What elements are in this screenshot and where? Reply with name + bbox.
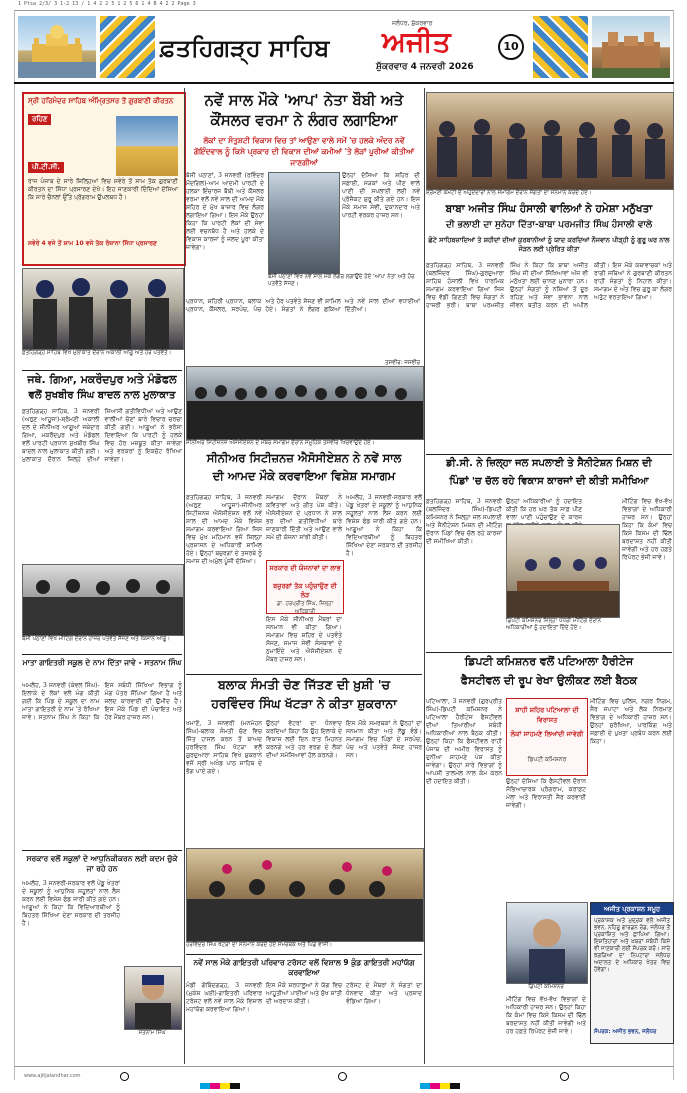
- left-story-rule: [22, 370, 182, 371]
- page-number: 10: [503, 40, 519, 53]
- brand-logo: [382, 24, 482, 64]
- heritage-headline-1: ਡਿਪਟੀ ਕਮਿਸ਼ਨਰ ਵਲੋਂ ਪਟਿਆਲਾ ਹੈਰੀਟੇਜ: [464, 655, 634, 668]
- block-story-photo-caption: ਹਰਵਿੰਦਰ ਸਿੰਘ ਖੱਟੜਾ ਦਾ ਸਨਮਾਨ ਕਰਦੇ ਹੋਏ ਸਮਰਥਕ ਅਤੇ ਪਿੰਡ ਵਾਸੀ।: [186, 942, 333, 948]
- heritage-quote-line-3: ਡਿਪਟੀ ਕਮਿਸ਼ਨਰ: [527, 756, 567, 763]
- block-story-col-1: ਖਮਾਣੋਂ, 3 ਜਨਵਰੀ (ਮਨਮੋਹਨ ਸਿੰਘ)-ਬਲਾਕ ਸੰਮਤੀ ਚੋਣ ਵਿਚ ਜਿੱਤ ਹਾਸਲ ਕਰਨ ਤੋਂ ਬਾਅਦ ਹਰਵਿੰਦਰ ਸਿੰਘ ਖੱਟੜਾ ਵਲੋਂ ਗੁਰਦੁਆਰਾ ਸਾਹਿਬ ਵਿਖੇ ਸ਼ੁਕਰਾਨੇ ਵਜੋਂ ਸ੍ਰੀ ਅਖੰਡ ਪਾਠ ਸਾਹਿਬ ਦੇ ਭੋਗ ਪਾਏ ਗਏ।: [186, 720, 262, 775]
- top-story-photo-caption: ਬੱਸੀ ਪਠਾਣਾਂ ਵਿਖੇ ਨਵੇਂ ਸਾਲ ਮੌਕੇ ਲੰਗਰ ਲਗਾਉਂਦੇ ਹੋਏ 'ਆਪ' ਨੇਤਾ ਅਤੇ ਹੋਰ ਪਤਵੰਤੇ ਸੱਜਣ।: [268, 274, 415, 287]
- left-ad-label-2: ਪੀ.ਟੀ.ਸੀ.: [28, 162, 64, 173]
- block-story-col-2: ਉਨ੍ਹਾਂ ਵੋਟਰਾਂ ਦਾ ਧੰਨਵਾਦ ਕਰਦਿਆਂ ਕਿਹਾ ਕਿ ਉਹ ਇਲਾਕੇ ਦੇ ਵਿਕਾਸ ਲਈ ਦਿਨ ਰਾਤ ਮਿਹਨਤ ਕਰਨਗੇ ਅਤੇ ਹਰ ਵਰਗ ਦੇ ਲੋਕਾਂ ਦੀਆਂ ਸਮੱਸਿਆਵਾਂ ਹੱਲ ਕਰਨਗੇ।: [266, 720, 342, 759]
- footer-note: www.ajitjalandhar.com: [24, 1073, 81, 1079]
- left-story-headline-1: ਜਥੇ. ਗਿਆ, ਮਕਰੌਦਪੁਰ ਅਤੇ ਮੰਡੋਫਲ: [27, 373, 177, 386]
- heritage-tail: ਮੀਟਿੰਗ ਵਿਚ ਵੱਖ-ਵੱਖ ਵਿਭਾਗਾਂ ਦੇ ਅਧਿਕਾਰੀ ਹਾਜ਼ਰ ਸਨ। ਉਨ੍ਹਾਂ ਕਿਹਾ ਕਿ ਕੰਮਾਂ ਵਿਚ ਕਿਸੇ ਕਿਸਮ ਦੀ ਢਿੱਲ ਬਰਦਾਸ਼ਤ ਨਹੀਂ ਕੀਤੀ ਜਾਵੇਗੀ ਅਤੇ ਹਰ ਹਫ਼ਤੇ ਰਿਪੋਰਟ ਭੇਜੀ ਜਾਵੇ।: [506, 996, 586, 1035]
- heritage-quote-box: [506, 698, 588, 776]
- left-ad-label-1: ਰਹਿਣ: [28, 114, 51, 125]
- block-story-headline-1: ਬਲਾਕ ਸੰਮਤੀ ਚੋਣ ਜਿੱਤਣ ਦੀ ਖ਼ੁਸ਼ੀ 'ਚ: [218, 677, 390, 692]
- heritage-headline-2: ਫੈਸਟੀਵਲ ਦੀ ਰੂਪ ਰੇਖਾ ਉਲੀਕਣ ਲਈ ਬੈਠਕ: [460, 674, 638, 687]
- masthead-banner: [100, 16, 588, 78]
- left-lower-headline: ਮਾਤਾ ਗਾਇਤਰੀ ਸਕੂਲ ਦੇ ਨਾਮ ਦਿੱਤਾ ਜਾਵੇ - ਸਤਨਾਮ ਸਿੰਘ: [22, 658, 182, 667]
- center-photo: [186, 366, 424, 440]
- left-lower-portrait: [124, 966, 182, 1030]
- page-left-rule: [14, 10, 15, 1080]
- portrait-group-icon: [23, 269, 183, 349]
- page-number-badge: [498, 34, 524, 60]
- right-story-headline-2: ਦੀ ਭਲਾਈ ਦਾ ਸੁਨੇਹਾ ਦਿੱਤਾ-ਬਾਬਾ ਪਰਮਜੀਤ ਸਿੰਘ ਹੰਸਾਲੀ ਵਾਲੇ: [445, 220, 653, 230]
- dc-story-col-1: ਫ਼ਤਹਿਗੜ੍ਹ ਸਾਹਿਬ, 3 ਜਨਵਰੀ (ਬਲਜਿੰਦਰ ਸਿੰਘ)-ਡਿਪਟੀ ਕਮਿਸ਼ਨਰ ਨੇ ਜ਼ਿਲ੍ਹਾ ਜਲ ਸਪਲਾਈ ਅਤੇ ਸੈਨੀਟੇਸ਼ਨ ਮਿਸ਼ਨ ਦੀ ਮੀਟਿੰਗ ਦੌਰਾਨ ਪਿੰਡਾਂ ਵਿਚ ਚੱਲ ਰਹੇ ਕਾਰਜਾਂ ਦੀ ਸਮੀਖਿਆ ਕੀਤੀ।: [426, 498, 502, 545]
- heritage-portrait: [506, 902, 588, 984]
- registration-mark-left: [120, 1072, 129, 1081]
- seated-group-icon: [23, 565, 183, 635]
- left-ad-box: [22, 92, 186, 266]
- left-story-headline-2: ਵਲੋਂ ਸੁਖਬੀਰ ਸਿੰਘ ਬਾਦਲ ਨਾਲ ਮੁਲਾਕਾਤ: [28, 390, 176, 401]
- bottom-ad-box: [590, 902, 674, 1044]
- center-story-col-1: ਫ਼ਤਹਿਗੜ੍ਹ ਸਾਹਿਬ, 3 ਜਨਵਰੀ (ਅਰੁਣ ਆਹੂਜਾ)-ਸੀਨੀਅਰ ਸਿਟੀਜ਼ਨਜ਼ ਐਸੋਸੀਏਸ਼ਨ ਵਲੋਂ ਨਵੇਂ ਸਾਲ ਦੀ ਆਮਦ ਮੌਕੇ ਵਿਸ਼ੇਸ਼ ਸਮਾਗਮ ਕਰਵਾਇਆ ਗਿਆ ਜਿਸ ਵਿਚ ਮੁੱਖ ਮਹਿਮਾਨ ਵਜੋਂ ਜ਼ਿਲ੍ਹਾ ਪ੍ਰਸ਼ਾਸਨ ਦੇ ਅਧਿਕਾਰੀ ਸ਼ਾਮਿਲ ਹੋਏ। ਉਨ੍ਹਾਂ ਬਜ਼ੁਰਗਾਂ ਦੇ ਤਜਰਬੇ ਨੂੰ ਸਮਾਜ ਦੀ ਅਮੁੱਲ ਪੂੰਜੀ ਦੱਸਿਆ।: [186, 494, 262, 565]
- heritage-col-3: ਮੀਟਿੰਗ ਵਿਚ ਪੁਲਿਸ, ਨਗਰ ਨਿਗਮ, ਸੈਰ ਸਪਾਟਾ ਅਤੇ ਲੋਕ ਨਿਰਮਾਣ ਵਿਭਾਗ ਦੇ ਅਧਿਕਾਰੀ ਹਾਜ਼ਰ ਸਨ। ਉਨ੍ਹਾਂ ਸੁਰੱਖਿਆ, ਪਾਰਕਿੰਗ ਅਤੇ ਸਫ਼ਾਈ ਦੇ ਪੁਖ਼ਤਾ ਪ੍ਰਬੰਧ ਕਰਨ ਲਈ ਕਿਹਾ।: [590, 698, 672, 745]
- center-story-col-3: ਅਮਲੋਹ, 3 ਜਨਵਰੀ-ਸਰਕਾਰ ਵਲੋਂ ਪੇਂਡੂ ਖੇਤਰਾਂ ਦੇ ਸਕੂਲਾਂ ਨੂੰ ਆਧੁਨਿਕ ਸਹੂਲਤਾਂ ਨਾਲ ਲੈਸ ਕਰਨ ਲਈ ਵਿਸ਼ੇਸ਼ ਫੰਡ ਜਾਰੀ ਕੀਤੇ ਗਏ ਹਨ। ਆਗੂਆਂ ਨੇ ਕਿਹਾ ਕਿ ਵਿਦਿਆਰਥੀਆਂ ਨੂੰ ਬਿਹਤਰ ਸਿੱਖਿਆ ਦੇਣਾ ਸਰਕਾਰ ਦੀ ਤਰਜੀਹ ਹੈ।: [346, 494, 422, 557]
- officer-portrait-icon: [507, 903, 587, 983]
- heritage-col-1: ਪਟਿਆਲਾ, 3 ਜਨਵਰੀ (ਗੁਰਪ੍ਰੀਤ ਸਿੰਘ)-ਡਿਪਟੀ ਕਮਿਸ਼ਨਰ ਨੇ ਪਟਿਆਲਾ ਹੈਰੀਟੇਜ ਫੈਸਟੀਵਲ ਦੀਆਂ ਤਿਆਰੀਆਂ ਸਬੰਧੀ ਅਧਿਕਾਰੀਆਂ ਨਾਲ ਬੈਠਕ ਕੀਤੀ। ਉਨ੍ਹਾਂ ਕਿਹਾ ਕਿ ਫੈਸਟੀਵਲ ਰਾਹੀਂ ਪੰਜਾਬ ਦੀ ਅਮੀਰ ਵਿਰਾਸਤ ਨੂੰ ਦੁਨੀਆ ਸਾਹਮਣੇ ਪੇਸ਼ ਕੀਤਾ ਜਾਵੇਗਾ। ਉਨ੍ਹਾਂ ਸਾਰੇ ਵਿਭਾਗਾਂ ਨੂੰ ਆਪਸੀ ਤਾਲਮੇਲ ਨਾਲ ਕੰਮ ਕਰਨ ਦੀ ਹਦਾਇਤ ਕੀਤੀ।: [426, 698, 502, 785]
- bottom-story-col-3: ਟਰੱਸਟ ਦੇ ਮੈਂਬਰਾਂ ਨੇ ਸੰਗਤਾਂ ਦਾ ਧੰਨਵਾਦ ਕੀਤਾ ਅਤੇ ਪ੍ਰਸ਼ਾਦ ਵੰਡਿਆ ਗਿਆ।: [346, 982, 422, 1005]
- top-story-col-1: ਬੱਸੀ ਪਠਾਣਾਂ, 3 ਜਨਵਰੀ (ਰਵਿੰਦਰ ਮੌਦਗਿਲ)-ਆਮ ਆਦਮੀ ਪਾਰਟੀ ਦੇ ਹਲਕਾ ਇੰਚਾਰਜ ਬੌਬੀ ਅਤੇ ਕੌਂਸਲਰ ਵਰਮਾ ਵਲੋਂ ਨਵੇਂ ਸਾਲ ਦੀ ਆਮਦ ਮੌਕੇ ਸ਼ਹਿਰ ਦੇ ਮੁੱਖ ਬਾਜ਼ਾਰ ਵਿਚ ਲੰਗਰ ਲਗਾਇਆ ਗਿਆ। ਇਸ ਮੌਕੇ ਉਨ੍ਹਾਂ ਕਿਹਾ ਕਿ ਪਾਰਟੀ ਲੋਕਾਂ ਦੀ ਸੇਵਾ ਲਈ ਵਚਨਬੱਧ ਹੈ ਅਤੇ ਹਲਕੇ ਦੇ ਵਿਕਾਸ ਕਾਰਜਾਂ ਨੂੰ ਜਲਦ ਪੂਰਾ ਕੀਤਾ ਜਾਵੇਗਾ।: [186, 172, 264, 251]
- celebration-photo-icon: [187, 849, 423, 941]
- masthead-date: ਸ਼ੁੱਕਰਵਾਰ 4 ਜਨਵਰੀ 2026: [376, 62, 474, 72]
- divider-1: [184, 88, 185, 1064]
- bottom-story-headline: ਨਵੇਂ ਸਾਲ ਮੌਕੇ ਗਾਇਤਰੀ ਪਰਿਵਾਰ ਟਰੱਸਟ ਵਲੋਂ ਵਿਸ਼ਾਲ 9 ਕੁੰਡ ਗਾਇਤਰੀ ਮਹਾਂਯੱਗ ਕਰਵਾਇਆ: [193, 958, 415, 977]
- center-photo-caption: ਸੀਨੀਅਰ ਸਿਟੀਜ਼ਨਜ਼ ਐਸੋਸੀਏਸ਼ਨ ਦੇ ਮੈਂਬਰ ਸਮਾਗਮ ਦੌਰਾਨ ਸਮੂਹਿਕ ਤਸਵੀਰ ਖਿਚਵਾਉਂਦੇ ਹੋਏ।: [186, 440, 375, 446]
- left-lower-body: ਅਮਲੋਹ, 3 ਜਨਵਰੀ (ਕੇਵਲ ਸਿੰਘ)-ਇਲਾਕੇ ਦੇ ਲੋਕਾਂ ਵਲੋਂ ਮੰਗ ਕੀਤੀ ਗਈ ਕਿ ਪਿੰਡ ਦੇ ਸਕੂਲ ਦਾ ਨਾਮ ਮਾਤਾ ਗਾਇਤਰੀ ਦੇ ਨਾਮ 'ਤੇ ਰੱਖਿਆ ਜਾਵੇ। ਸਤਨਾਮ ਸਿੰਘ ਨੇ ਕਿਹਾ ਕਿ ਇਸ ਸਬੰਧੀ ਸਿੱਖਿਆ ਵਿਭਾਗ ਨੂੰ ਮੰਗ ਪੱਤਰ ਸੌਂਪਿਆ ਗਿਆ ਹੈ ਅਤੇ ਜਲਦ ਕਾਰਵਾਈ ਦੀ ਉਮੀਦ ਹੈ। ਇਸ ਮੌਕੇ ਪਿੰਡ ਦੀ ਪੰਚਾਇਤ ਅਤੇ ਹੋਰ ਮੈਂਬਰ ਹਾਜ਼ਰ ਸਨ।: [22, 682, 182, 721]
- top-story-col-2: ਉਨ੍ਹਾਂ ਦੱਸਿਆ ਕਿ ਸ਼ਹਿਰ ਦੀ ਸਫ਼ਾਈ, ਸੜਕਾਂ ਅਤੇ ਪੀਣ ਵਾਲੇ ਪਾਣੀ ਦੀ ਸਪਲਾਈ ਲਈ ਨਵੇਂ ਪ੍ਰੋਜੈਕਟ ਸ਼ੁਰੂ ਕੀਤੇ ਗਏ ਹਨ। ਇਸ ਮੌਕੇ ਸਮਾਜ ਸੇਵੀ, ਦੁਕਾਨਦਾਰ ਅਤੇ ਪਾਰਟੀ ਵਰਕਰ ਹਾਜ਼ਰ ਸਨ।: [342, 172, 420, 219]
- left-ad-body: ਰਾਜ ਪੰਜਾਬ ਦੇ ਸਾਰੇ ਜ਼ਿਲ੍ਹਿਆਂ ਵਿਚ ਸਵੇਰੇ ਤੋਂ ਸ਼ਾਮ ਤੱਕ ਗੁਰਬਾਣੀ ਕੀਰਤਨ ਦਾ ਸਿੱਧਾ ਪ੍ਰਸਾਰਣ ਦੇਖੋ। ਇਹ ਜਾਣਕਾਰੀ ਦਿੰਦਿਆਂ ਦੱਸਿਆ ਕਿ ਸਾਰੇ ਚੈਨਲਾਂ ਉੱਤੇ ਪ੍ਰੋਗਰਾਮ ਉਪਲਬਧ ਹੈ।: [28, 178, 178, 201]
- top-right-photo-caption: ਸ਼੍ਰੋਮਣੀ ਕਮੇਟੀ ਦੇ ਅਹੁਦੇਦਾਰਾਂ ਨਾਲ ਸਮਾਗਮ ਦੌਰਾਨ ਸੰਗਤਾਂ ਦਾ ਸਨਮਾਨ ਕਰਦੇ ਹੋਏ।: [426, 190, 592, 196]
- masthead-city-title: ਫ਼ਤਹਿਗੜ੍ਹ ਸਾਹਿਬ: [160, 34, 330, 62]
- dc-story-rule: [426, 454, 672, 455]
- left-lower-rule-2: [22, 850, 182, 851]
- block-story-col-3: ਇਸ ਮੌਕੇ ਸਮਰਥਕਾਂ ਨੇ ਉਨ੍ਹਾਂ ਦਾ ਸਨਮਾਨ ਕੀਤਾ ਅਤੇ ਲੱਡੂ ਵੰਡੇ। ਸਮਾਗਮ ਵਿਚ ਪਿੰਡਾਂ ਦੇ ਸਰਪੰਚ, ਪੰਚ ਅਤੇ ਪਤਵੰਤੇ ਸੱਜਣ ਹਾਜ਼ਰ ਸਨ।: [346, 720, 422, 759]
- bottom-ad-contact: ਸੰਪਰਕ: ਅਜੀਤ ਭਵਨ, ਜਲੰਧਰ: [594, 1029, 657, 1035]
- left-lower-body-2: ਅਮਲੋਹ, 3 ਜਨਵਰੀ-ਸਰਕਾਰ ਵਲੋਂ ਪੇਂਡੂ ਖੇਤਰਾਂ ਦੇ ਸਕੂਲਾਂ ਨੂੰ ਆਧੁਨਿਕ ਸਹੂਲਤਾਂ ਨਾਲ ਲੈਸ ਕਰਨ ਲਈ ਵਿਸ਼ੇਸ਼ ਫੰਡ ਜਾਰੀ ਕੀਤੇ ਗਏ ਹਨ। ਆਗੂਆਂ ਨੇ ਕਿਹਾ ਕਿ ਵਿਦਿਆਰਥੀਆਂ ਨੂੰ ਬਿਹਤਰ ਸਿੱਖਿਆ ਦੇਣਾ ਸਰਕਾਰ ਦੀ ਤਰਜੀਹ ਹੈ।: [22, 880, 120, 927]
- heritage-quote-line-1: ਸ਼ਾਹੀ ਸ਼ਹਿਰ ਪਟਿਆਲਾ ਦੀ ਵਿਰਾਸਤ: [515, 706, 579, 724]
- left-bottom-photo-caption: ਬੱਸੀ ਪਠਾਣਾਂ ਵਿਖੇ ਮੀਟਿੰਗ ਦੌਰਾਨ ਹਾਜ਼ਰ ਪਤਵੰਤੇ ਸੱਜਣ ਅਤੇ ਕਿਸਾਨ ਆਗੂ।: [22, 636, 171, 642]
- top-story-col-3: ਪ੍ਰਧਾਨ, ਸ਼ਹਿਰੀ ਪ੍ਰਧਾਨ, ਬਲਾਕ ਪ੍ਰਧਾਨ, ਕੌਂਸਲਰ, ਸਰਪੰਚ, ਪੰਚ ਅਤੇ ਹੋਰ ਪਤਵੰਤੇ ਸੱਜਣ ਵੀ ਸ਼ਾਮਿਲ ਹੋਏ। ਸੰਗਤਾਂ ਨੇ ਲੰਗਰ ਛਕਿਆ ਅਤੇ ਨਵੇਂ ਸਾਲ ਦੀਆਂ ਵਧਾਈਆਂ ਦਿੱਤੀਆਂ।: [186, 298, 420, 313]
- top-story-headline-1: ਨਵੇਂ ਸਾਲ ਮੌਕੇ 'ਆਪ' ਨੇਤਾ ਬੌਬੀ ਅਤੇ: [204, 91, 404, 109]
- bottom-ad-title: ਅਜੀਤ ਪ੍ਰਕਾਸ਼ਨ ਸਮੂਹ: [591, 903, 673, 915]
- center-story-highlight-box: [266, 560, 344, 614]
- color-bar-right: [420, 1074, 460, 1093]
- page-top-rule: [14, 10, 674, 11]
- bottom-story-col-1: ਮੰਡੀ ਗੋਬਿੰਦਗੜ੍ਹ, 3 ਜਨਵਰੀ (ਮੁਕੇਸ਼ ਘਈ)-ਗਾਇਤਰੀ ਪਰਿਵਾਰ ਟਰੱਸਟ ਵਲੋਂ ਨਵੇਂ ਸਾਲ ਮੌਕੇ ਵਿਸ਼ਾਲ ਮਹਾਂਯੱਗ ਕਰਵਾਇਆ ਗਿਆ।: [186, 982, 262, 1013]
- masthead-rule: [14, 82, 674, 84]
- left-ad-title: ਸ੍ਰੀ ਹਰਿਮੰਦਰ ਸਾਹਿਬ ਅੰਮ੍ਰਿਤਸਰ ਤੋਂ ਗੁਰਬਾਣੀ ਕੀਰਤਨ: [28, 97, 174, 105]
- top-story-byline: ਤਸਵੀਰ: ਜਸਵੀਰ: [384, 360, 420, 366]
- right-story-headline-1: ਬਾਬਾ ਅਜੀਤ ਸਿੰਘ ਹੰਸਾਲੀ ਵਾਲਿਆਂ ਨੇ ਹਮੇਸ਼ਾ ਮਨੁੱਖਤਾ: [445, 203, 653, 215]
- top-story-subhead: ਲੋਕਾਂ ਦਾ ਸੰਤੁਸ਼ਟੀ ਵਿਕਾਸ ਵਿਚ ਤਾਂ ਆਉਣਾ ਵਾਲੇ ਸਮੇਂ 'ਚ ਹਲਕੇ ਅੰਦਰ ਨਵੇਂ ਗੋਇੰਦਵਾਲ ਨੂੰ ਕਿਸੇ ਪ੍ਰਕਾਰ ਦੀ ਵਿਕਾਸ ਦੀਆਂ ਕਮੀਆਂ 'ਤੇ ਲੋੜਾਂ ਪੂਰੀਆਂ ਕੀਤੀਆਂ ਜਾਣਗੀਆਂ: [193, 136, 415, 167]
- heritage-fort-icon: [592, 16, 670, 78]
- meeting-photo-icon: [507, 525, 619, 617]
- heritage-quote-line-2: ਲੋਕਾਂ ਸਾਹਮਣੇ ਲਿਆਂਦੀ ਜਾਵੇਗੀ: [510, 730, 584, 738]
- color-bar-left: [200, 1074, 240, 1093]
- dc-story-col-2: ਉਨ੍ਹਾਂ ਅਧਿਕਾਰੀਆਂ ਨੂੰ ਹਦਾਇਤ ਕੀਤੀ ਕਿ ਹਰ ਘਰ ਤੱਕ ਸਾਫ਼ ਪੀਣ ਵਾਲਾ ਪਾਣੀ ਪਹੁੰਚਾਉਣ ਦੇ ਕਾਰਜ: [506, 498, 582, 521]
- center-story-col-2: ਸਮਾਗਮ ਦੌਰਾਨ ਮੈਂਬਰਾਂ ਨੇ ਕਵਿਤਾਵਾਂ ਅਤੇ ਗੀਤ ਪੇਸ਼ ਕੀਤੇ। ਐਸੋਸੀਏਸ਼ਨ ਦੇ ਪ੍ਰਧਾਨ ਨੇ ਸਾਲ ਭਰ ਦੀਆਂ ਗਤੀਵਿਧੀਆਂ ਬਾਰੇ ਜਾਣਕਾਰੀ ਦਿੱਤੀ ਅਤੇ ਆਉਣ ਵਾਲੇ ਸਮੇਂ ਦੀ ਯੋਜਨਾ ਸਾਂਝੀ ਕੀਤੀ।: [266, 494, 342, 541]
- printer-line: 1 Ptsa 2/3/ 3 1-2 13 / 1 4 2 2 5 1 2 5 6 1 4 B 4 2 2 Page 3: [18, 1, 196, 7]
- left-photo-caption: ਫ਼ਤਹਿਗੜ੍ਹ ਸਾਹਿਬ ਵਿਖੇ ਮੁਲਾਕਾਤ ਦੌਰਾਨ ਅਕਾਲੀ ਆਗੂ ਅਤੇ ਹੋਰ ਪਤਵੰਤੇ।: [22, 350, 172, 356]
- right-story-body: ਫ਼ਤਹਿਗੜ੍ਹ ਸਾਹਿਬ, 3 ਜਨਵਰੀ (ਬਲਜਿੰਦਰ ਸਿੰਘ)-ਗੁਰਦੁਆਰਾ ਸਾਹਿਬ ਹੰਸਾਲੀ ਵਿਖੇ ਧਾਰਮਿਕ ਸਮਾਗਮ ਕਰਵਾਇਆ ਗਿਆ ਜਿਸ ਵਿਚ ਵੱਡੀ ਗਿਣਤੀ ਵਿਚ ਸੰਗਤਾਂ ਨੇ ਹਾਜ਼ਰੀ ਭਰੀ। ਬਾਬਾ ਪਰਮਜੀਤ ਸਿੰਘ ਨੇ ਕਿਹਾ ਕਿ ਬਾਬਾ ਅਜੀਤ ਸਿੰਘ ਜੀ ਦੀਆਂ ਸਿੱਖਿਆਵਾਂ ਅੱਜ ਵੀ ਮਨੁੱਖਤਾ ਲਈ ਚਾਨਣ ਮੁਨਾਰਾ ਹਨ। ਉਨ੍ਹਾਂ ਸੰਗਤਾਂ ਨੂੰ ਨਸ਼ਿਆਂ ਤੋਂ ਦੂਰ ਰਹਿਣ ਅਤੇ ਸੇਵਾ ਭਾਵਨਾ ਨਾਲ ਜੀਵਨ ਬਤੀਤ ਕਰਨ ਦੀ ਅਪੀਲ ਕੀਤੀ। ਇਸ ਮੌਕੇ ਕਥਾਵਾਚਕਾਂ ਅਤੇ ਰਾਗੀ ਜਥਿਆਂ ਨੇ ਗੁਰਬਾਣੀ ਕੀਰਤਨ ਰਾਹੀਂ ਸੰਗਤਾਂ ਨੂੰ ਨਿਹਾਲ ਕੀਤਾ। ਸਮਾਗਮ ਦੇ ਅੰਤ ਵਿਚ ਗੁਰੂ ਕਾ ਲੰਗਰ ਅਤੁੱਟ ਵਰਤਾਇਆ ਗਿਆ।: [426, 262, 672, 309]
- heritage-col-2: ਉਨ੍ਹਾਂ ਦੱਸਿਆ ਕਿ ਫੈਸਟੀਵਲ ਦੌਰਾਨ ਸੱਭਿਆਚਾਰਕ ਪ੍ਰੋਗਰਾਮ, ਕਰਾਫ਼ਟ ਮੇਲਾ ਅਤੇ ਵਿਰਾਸਤੀ ਸੈਰ ਕਰਵਾਈ ਜਾਵੇਗੀ।: [506, 778, 586, 809]
- left-lower-headline-2: ਸਰਕਾਰ ਵਲੋਂ ਸਕੂਲਾਂ ਦੇ ਆਧੁਨਿਕੀਕਰਨ ਲਈ ਕਦਮ ਚੁੱਕੇ ਜਾ ਰਹੇ ਹਨ: [26, 854, 178, 873]
- divider-2: [424, 88, 425, 1064]
- bottom-story-col-2: ਇਸ ਮੌਕੇ ਸ਼ਰਧਾਲੂਆਂ ਨੇ ਯੱਗ ਵਿਚ ਆਹੂਤੀਆਂ ਪਾਈਆਂ ਅਤੇ ਸੁੱਖ ਸ਼ਾਂਤੀ ਦੀ ਅਰਦਾਸ ਕੀਤੀ।: [266, 982, 342, 1005]
- block-story-rule: [186, 674, 422, 675]
- center-story-headline-1: ਸੀਨੀਅਰ ਸਿਟੀਜ਼ਨਜ਼ ਐਸੋਸੀਏਸ਼ਨ ਨੇ ਨਵੇਂ ਸਾਲ: [206, 451, 402, 465]
- group-photo-icon: [427, 93, 673, 189]
- left-bottom-photo: [22, 564, 184, 636]
- dc-story-photo-caption: ਡਿਪਟੀ ਕਮਿਸ਼ਨਰ ਜ਼ਿਲ੍ਹਾ ਪੱਧਰੀ ਮੀਟਿੰਗ ਦੌਰਾਨ ਅਧਿਕਾਰੀਆਂ ਨੂੰ ਹਦਾਇਤਾਂ ਦਿੰਦੇ ਹੋਏ।: [506, 618, 602, 631]
- dc-story-col-3: ਮੀਟਿੰਗ ਵਿਚ ਵੱਖ-ਵੱਖ ਵਿਭਾਗਾਂ ਦੇ ਅਧਿਕਾਰੀ ਹਾਜ਼ਰ ਸਨ। ਉਨ੍ਹਾਂ ਕਿਹਾ ਕਿ ਕੰਮਾਂ ਵਿਚ ਕਿਸੇ ਕਿਸਮ ਦੀ ਢਿੱਲ ਬਰਦਾਸ਼ਤ ਨਹੀਂ ਕੀਤੀ ਜਾਵੇਗੀ ਅਤੇ ਹਰ ਹਫ਼ਤੇ ਰਿਪੋਰਟ ਭੇਜੀ ਜਾਵੇ।: [622, 498, 672, 561]
- right-story-subhead: ਛੋਟੇ ਸਾਹਿਬਜ਼ਾਦਿਆਂ ਤੇ ਸ਼ਹੀਦਾਂ ਦੀਆਂ ਕੁਰਬਾਨੀਆਂ ਨੂੰ ਯਾਦ ਕਰਦਿਆਂ ਨੌਜਵਾਨ ਪੀੜ੍ਹੀ ਨੂੰ ਗੁਰੂ ਘਰ ਨਾਲ ਜੋੜਨ ਲਈ ਪ੍ਰੇਰਿਤ ਕੀਤਾ: [428, 236, 670, 253]
- brand-name: ਅਜੀਤ: [382, 25, 451, 58]
- masthead-right-image: [592, 16, 670, 78]
- left-photo: [22, 268, 184, 350]
- center-box-line-3: ਡਾ. ਹਰਪ੍ਰੀਤ ਸਿੰਘ, ਜ਼ਿਲ੍ਹਾ ਅਧਿਕਾਰੀ: [276, 601, 334, 615]
- center-box-line-1: ਸਰਕਾਰ ਦੀ ਯੋਜਨਾਵਾਂ ਦਾ ਲਾਭ: [269, 564, 341, 572]
- person-portrait-icon: [125, 967, 181, 1029]
- center-story-headline-2: ਦੀ ਆਮਦ ਮੌਕੇ ਕਰਵਾਇਆ ਵਿਸ਼ੇਸ਼ ਸਮਾਗਮ: [212, 469, 396, 483]
- center-story-col-2b: ਇਸ ਮੌਕੇ ਸੀਨੀਅਰ ਮੈਂਬਰਾਂ ਦਾ ਸਨਮਾਨ ਵੀ ਕੀਤਾ ਗਿਆ। ਸਮਾਗਮ ਵਿਚ ਸ਼ਹਿਰ ਦੇ ਪਤਵੰਤੇ ਸੱਜਣ, ਸਮਾਜ ਸੇਵੀ ਸੰਸਥਾਵਾਂ ਦੇ ਨੁਮਾਇੰਦੇ ਅਤੇ ਐਸੋਸੀਏਸ਼ਨ ਦੇ ਮੈਂਬਰ ਹਾਜ਼ਰ ਸਨ।: [266, 616, 342, 663]
- block-story-photo: [186, 848, 424, 942]
- dc-story-headline-1: ਡੀ.ਸੀ. ਨੇ ਜ਼ਿਲ੍ਹਾ ਜਲ ਸਪਲਾਈ ਤੇ ਸੈਨੀਟੇਸ਼ਨ ਮਿਸ਼ਨ ਦੀ: [446, 458, 652, 469]
- left-lower-portrait-caption: ਸਤਨਾਮ ਸਿੰਘ: [138, 1030, 166, 1036]
- dc-story-headline-2: ਪਿੰਡਾਂ 'ਚ ਚੱਲ ਰਹੇ ਵਿਕਾਸ ਕਾਰਜਾਂ ਦੀ ਕੀਤੀ ਸਮੀਖਿਆ: [449, 476, 649, 487]
- edition-line: ਜਲੰਧਰ, ਸ਼ੁੱਕਰਵਾਰ: [392, 20, 433, 27]
- left-ad-image: [116, 116, 178, 176]
- heritage-rule: [426, 652, 672, 653]
- masthead-left-image: [18, 16, 96, 78]
- bottom-ad-body: ਪ੍ਰਕਾਸ਼ਕ ਅਤੇ ਮੁਦ੍ਰਕ ਵਲੋਂ ਅਜੀਤ ਭਵਨ, ਨਹਿਰੂ ਗਾਰਡਨ ਰੋਡ, ਜਲੰਧਰ ਤੋਂ ਪ੍ਰਕਾਸ਼ਿਤ ਅਤੇ ਛਾਪਿਆ ਗਿਆ। ਇਸ਼ਤਿਹਾਰਾਂ ਅਤੇ ਖ਼ਬਰਾਂ ਸਬੰਧੀ ਕਿਸੇ ਵੀ ਜਾਣਕਾਰੀ ਲਈ ਸੰਪਰਕ ਕਰੋ। ਸਾਰੇ ਝਗੜਿਆਂ ਦਾ ਨਿਪਟਾਰਾ ਜਲੰਧਰ ਅਦਾਲਤ ਦੇ ਅਧਿਕਾਰ ਖੇਤਰ ਵਿਚ ਹੋਵੇਗਾ।: [594, 918, 670, 973]
- bottom-story-rule: [186, 954, 422, 955]
- golden-temple-icon: [18, 16, 96, 78]
- top-right-photo: [426, 92, 674, 190]
- crowd-photo-icon: [187, 367, 423, 439]
- top-story-photo: [268, 172, 340, 274]
- dc-story-photo: [506, 524, 620, 618]
- registration-mark-center: [338, 1072, 347, 1081]
- block-story-headline-2: ਹਰਵਿੰਦਰ ਸਿੰਘ ਖੱਟੜਾ ਨੇ ਕੀਤਾ ਸ਼ੁਕਰਾਨਾ: [211, 696, 397, 711]
- masthead-pattern-left: [100, 16, 155, 78]
- center-box-line-2: ਬਜ਼ੁਰਗਾਂ ਤੱਕ ਪਹੁੰਚਾਉਣ ਦੀ ਲੋੜ: [273, 582, 337, 599]
- top-story-headline-2: ਕੌਂਸਲਰ ਵਰਮਾ ਨੇ ਲੰਗਰ ਲਗਾਇਆ: [210, 111, 398, 129]
- masthead-pattern-right: [533, 16, 588, 78]
- left-story-body: ਫ਼ਤਹਿਗੜ੍ਹ ਸਾਹਿਬ, 3 ਜਨਵਰੀ (ਅਰੁਣ ਆਹੂਜਾ)-ਸ਼੍ਰੋਮਣੀ ਅਕਾਲੀ ਦਲ ਦੇ ਸੀਨੀਅਰ ਆਗੂਆਂ ਜਥੇਦਾਰ ਗਿਆ, ਮਕਰੌਦਪੁਰ ਅਤੇ ਮੰਡੋਫਲ ਵਲੋਂ ਪਾਰਟੀ ਪ੍ਰਧਾਨ ਸੁਖਬੀਰ ਸਿੰਘ ਬਾਦਲ ਨਾਲ ਮੁਲਾਕਾਤ ਕੀਤੀ ਗਈ। ਮੁਲਾਕਾਤ ਦੌਰਾਨ ਜ਼ਿਲ੍ਹੇ ਦੀਆਂ ਸਿਆਸੀ ਗਤੀਵਿਧੀਆਂ ਅਤੇ ਆਉਣ ਵਾਲੀਆਂ ਚੋਣਾਂ ਬਾਰੇ ਵਿਚਾਰ ਚਰਚਾ ਕੀਤੀ ਗਈ। ਆਗੂਆਂ ਨੇ ਭਰੋਸਾ ਦਿਵਾਇਆ ਕਿ ਪਾਰਟੀ ਨੂੰ ਹਲਕੇ ਵਿਚ ਹੋਰ ਮਜ਼ਬੂਤ ਕੀਤਾ ਜਾਵੇਗਾ ਅਤੇ ਵਰਕਰਾਂ ਨੂੰ ਇਕਜੁੱਟ ਰੱਖਿਆ ਜਾਵੇਗਾ।: [22, 408, 182, 463]
- left-lower-rule: [22, 654, 182, 655]
- page-bottom-rule: [14, 1066, 674, 1067]
- left-ad-footer: ਸਵੇਰੇ 4 ਵਜੇ ਤੋਂ ਸ਼ਾਮ 10 ਵਜੇ ਤੱਕ ਰੋਜ਼ਾਨਾ ਸਿੱਧਾ ਪ੍ਰਸਾਰਣ: [28, 240, 157, 247]
- heritage-portrait-caption: ਡਿਪਟੀ ਕਮਿਸ਼ਨਰ: [528, 984, 564, 990]
- registration-mark-right: [560, 1072, 569, 1081]
